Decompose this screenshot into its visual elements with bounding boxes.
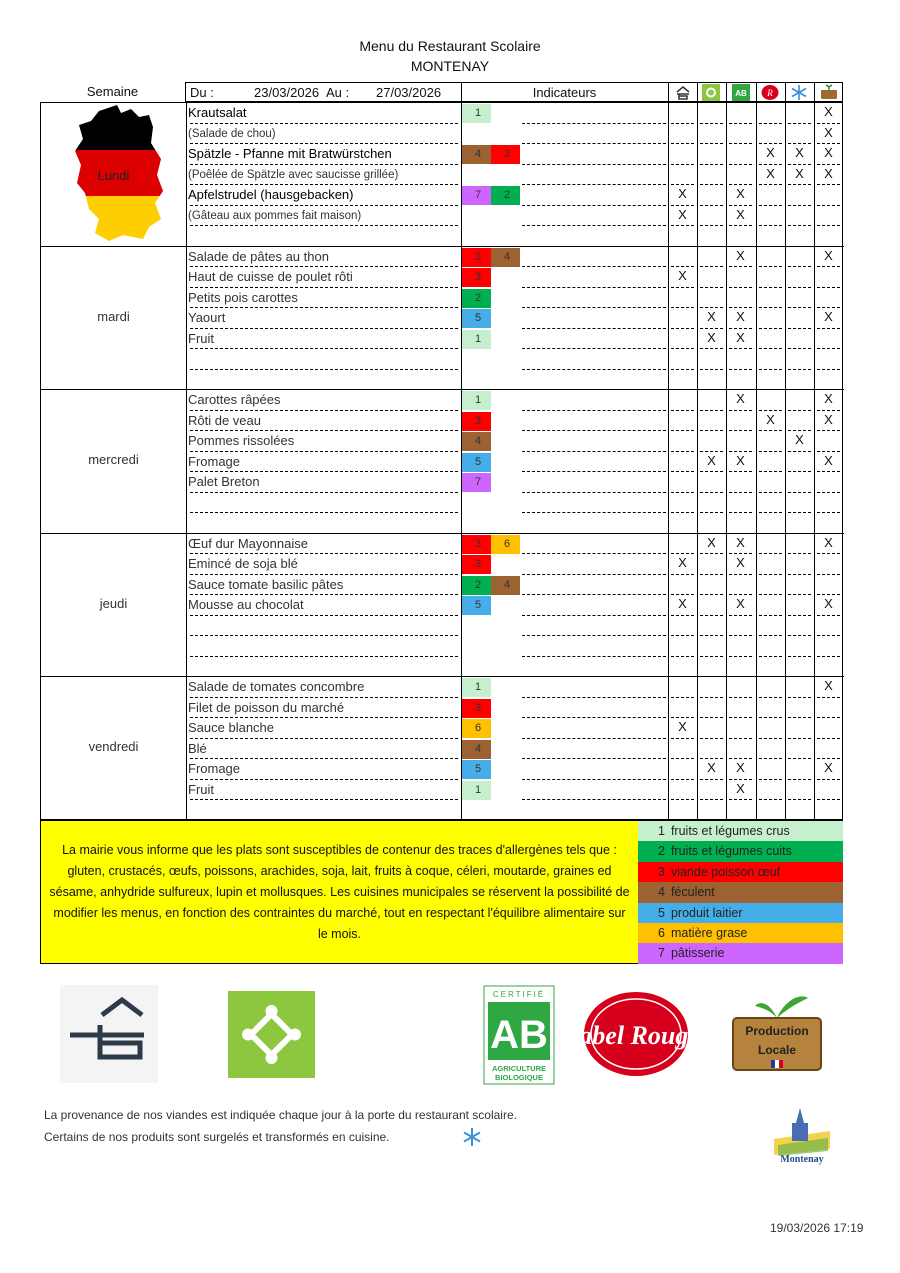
ab-logo xyxy=(484,986,554,1084)
indicator-badge: 5 xyxy=(462,309,491,328)
indicator-badge: 5 xyxy=(462,453,491,472)
label-rouge-text: label Rouge xyxy=(572,1021,700,1050)
ab-top-text: CERTIFIÉ xyxy=(492,990,546,999)
day-cell xyxy=(41,534,186,678)
menu-row xyxy=(186,698,844,719)
town-logo-text: Montenay xyxy=(780,1154,824,1165)
menu-row xyxy=(186,575,844,596)
svg-text:AB: AB xyxy=(735,89,747,98)
svg-text:R: R xyxy=(767,88,773,98)
legend-panel xyxy=(40,820,843,964)
legend-item xyxy=(638,903,843,923)
legend-number: 4 xyxy=(658,885,665,900)
label-mark: X xyxy=(736,452,745,468)
menu-row xyxy=(186,677,844,698)
label-mark: X xyxy=(707,329,716,345)
legend-label: féculent xyxy=(670,885,715,900)
indicator-badge: 3 xyxy=(462,555,491,574)
legend-label: pâtisserie xyxy=(670,946,725,961)
menu-row xyxy=(186,390,844,411)
legend-item xyxy=(638,943,843,963)
label-mark: X xyxy=(736,760,745,775)
ab-icon xyxy=(732,84,750,101)
legend-label: fruits et légumes crus xyxy=(670,824,790,838)
dish-name: Fruit xyxy=(188,330,214,346)
label-mark: X xyxy=(707,534,716,550)
day-label: Lundi xyxy=(97,168,130,183)
label-mark: X xyxy=(824,145,833,160)
label-mark: X xyxy=(824,760,833,775)
menu-row xyxy=(186,267,844,288)
snowflake-icon xyxy=(790,84,808,101)
indicator-badge: 5 xyxy=(462,596,491,615)
dish-name: (Poêlée de Spätzle avec saucisse grillée) xyxy=(188,168,399,181)
ab-mark: AB xyxy=(490,1013,548,1057)
menu-row xyxy=(186,595,844,616)
label-mark: X xyxy=(678,206,687,222)
indicator-badge: 3 xyxy=(462,268,491,287)
town-title: MONTENAY xyxy=(410,58,490,74)
day-cell xyxy=(41,677,186,821)
legend-number: 7 xyxy=(658,946,665,961)
indicator-badge: 7 xyxy=(462,186,491,205)
menu-grid xyxy=(40,102,843,820)
menu-row xyxy=(186,124,844,145)
dish-name: Fromage xyxy=(188,761,241,776)
indicator-badge: 3 xyxy=(462,412,491,431)
indicators-header: Indicateurs xyxy=(532,85,597,100)
to-date: 27/03/2026 xyxy=(376,85,442,100)
legend-label: viande poisson œuf xyxy=(670,864,781,879)
label-mark: X xyxy=(824,596,833,611)
menu-row xyxy=(186,739,844,760)
dish-name: Krautsalat xyxy=(188,105,247,120)
footer-line-2: Certains de nos produits sont surgelés et transformés en cuisine. xyxy=(44,1130,390,1144)
indicator-badge: 1 xyxy=(462,781,491,800)
menu-row xyxy=(186,185,844,206)
label-mark: X xyxy=(766,411,775,427)
menu-row xyxy=(186,472,844,493)
label-mark: X xyxy=(824,104,833,119)
menu-row xyxy=(186,718,844,739)
menu-row xyxy=(186,431,844,452)
indicator-badge: 3 xyxy=(462,535,491,554)
indicator-badge: 1 xyxy=(462,678,491,697)
label-mark: X xyxy=(707,309,716,324)
dish-name: Yaourt xyxy=(188,310,226,325)
day-cell xyxy=(41,103,186,247)
ab-bottom-2: BIOLOGIQUE xyxy=(495,1073,543,1082)
indicator-badge: 3 xyxy=(491,145,520,164)
day-cell xyxy=(41,390,186,534)
legend-label: matière grase xyxy=(670,926,748,940)
label-mark: X xyxy=(707,760,716,775)
dish-name: Filet de poisson du marché xyxy=(188,699,345,715)
dish-name: Pommes rissolées xyxy=(188,433,295,448)
menu-row xyxy=(186,165,844,186)
label-mark: X xyxy=(678,719,687,734)
print-timestamp: 19/03/2026 17:19 xyxy=(770,1221,864,1235)
house-icon xyxy=(674,84,692,101)
menu-row xyxy=(186,411,844,432)
menu-row xyxy=(186,206,844,227)
dish-name: Salade de tomates concombre xyxy=(188,679,365,694)
dish-name: Apfelstrudel (hausgebacken) xyxy=(188,187,354,202)
label-mark: X xyxy=(795,145,804,160)
legend-number: 2 xyxy=(658,844,665,859)
indicator-badge: 4 xyxy=(491,248,520,267)
menu-row xyxy=(186,288,844,309)
label-mark: X xyxy=(736,309,745,324)
production-locale-logo xyxy=(730,988,824,1084)
indicator-badge: 6 xyxy=(491,535,520,554)
label-mark: X xyxy=(795,165,804,181)
label-mark: X xyxy=(736,186,745,201)
label-mark: X xyxy=(736,391,745,406)
date-header xyxy=(185,82,843,102)
label-mark: X xyxy=(736,329,745,345)
day-label: mercredi xyxy=(88,452,139,467)
dish-name: (Salade de chou) xyxy=(188,127,276,140)
label-rouge-logo xyxy=(572,990,700,1078)
indicator-badge: 6 xyxy=(462,719,491,738)
to-label: Au : xyxy=(326,85,350,100)
day-label: mardi xyxy=(97,308,130,324)
label-mark: X xyxy=(824,411,833,427)
label-mark: X xyxy=(766,145,775,160)
prod-locale-line1: Production xyxy=(745,1024,809,1038)
menu-row xyxy=(186,349,844,370)
indicator-badge: 2 xyxy=(462,576,491,595)
menu-title: Menu du Restaurant Scolaire xyxy=(359,38,541,54)
dish-name: Mousse au chocolat xyxy=(188,597,304,612)
prod-locale-line2: Locale xyxy=(757,1043,797,1057)
label-mark: X xyxy=(795,432,804,447)
menu-row xyxy=(186,534,844,555)
menu-row xyxy=(186,554,844,575)
montenay-logo xyxy=(768,1105,836,1165)
dish-name: Fromage xyxy=(188,453,241,469)
legend-item xyxy=(638,862,843,882)
dish-name: Œuf dur Mayonnaise xyxy=(188,535,308,551)
label-mark: X xyxy=(678,596,687,611)
day-label: jeudi xyxy=(99,595,128,611)
indicator-badge: 1 xyxy=(462,330,491,349)
label-mark: X xyxy=(824,678,833,693)
indicator-badge: 4 xyxy=(462,145,491,164)
legend-number: 3 xyxy=(658,864,665,879)
indicator-badge: 1 xyxy=(462,104,491,123)
footer-line-1: La provenance de nos viandes est indiquée chaque jour à la porte du restaurant scolaire. xyxy=(44,1108,517,1122)
label-mark: X xyxy=(736,247,745,263)
legend-label: fruits et légumes cuits xyxy=(670,844,792,859)
label-mark: X xyxy=(678,268,687,283)
indicator-badge: 4 xyxy=(462,740,491,759)
dish-name: Haut de cuisse de poulet rôti xyxy=(188,269,353,284)
menu-row xyxy=(186,144,844,165)
dish-name: Spätzle - Pfanne mit Bratwürstchen xyxy=(188,146,392,161)
production-locale-icon xyxy=(820,84,838,101)
legend-number: 1 xyxy=(658,824,665,838)
indicator-badge: 2 xyxy=(491,186,520,205)
indicator-badge: 3 xyxy=(462,248,491,267)
label-mark: X xyxy=(824,534,833,550)
dish-name: Carottes râpées xyxy=(188,392,281,407)
label-mark: X xyxy=(736,534,745,550)
label-mark: X xyxy=(824,309,833,324)
menu-row xyxy=(186,103,844,124)
dish-name: Emincé de soja blé xyxy=(188,556,298,571)
legend-item xyxy=(638,841,843,861)
legend-item xyxy=(638,821,843,841)
menu-row xyxy=(186,636,844,657)
ab-bottom-1: AGRICULTURE xyxy=(491,1064,547,1073)
people-logo xyxy=(228,991,315,1078)
label-mark: X xyxy=(678,186,687,201)
indicator-badge: 4 xyxy=(491,576,520,595)
indicator-badge: 2 xyxy=(462,289,491,308)
dish-name: Petits pois carottes xyxy=(188,289,298,305)
menu-row xyxy=(186,329,844,350)
menu-row xyxy=(186,616,844,637)
legend-label: produit laitier xyxy=(670,905,743,920)
allergen-notice: La mairie vous informe que les plats sont susceptibles de contenur des traces d'allergènes tels que : gluten, crustacés, œufs, poissons, arachides, soja, lait, fruits à coque, céleri, moutarde, graines ed sésame, anhydride sulfureux, lupin et mollusques. Les cuisines municipales se réservent la possibilité de modifier les menus, en fonction des contraintes du marché, tout en respectant l'équilibre alimentaire sur le mois. xyxy=(41,821,638,963)
label-mark: X xyxy=(766,165,775,181)
label-mark: X xyxy=(736,206,745,222)
legend-number: 5 xyxy=(658,905,665,920)
dish-name: (Gâteau aux pommes fait maison) xyxy=(188,209,362,222)
legend-item xyxy=(638,882,843,902)
label-mark: X xyxy=(824,247,833,263)
label-rouge-icon xyxy=(761,84,779,101)
day-label: vendredi xyxy=(88,739,139,754)
week-label: Semaine xyxy=(86,84,139,99)
label-mark: X xyxy=(824,124,833,140)
label-mark: X xyxy=(736,780,745,796)
indicator-badge: 4 xyxy=(462,432,491,451)
label-mark: X xyxy=(824,391,833,406)
house-logo xyxy=(60,985,158,1083)
label-mark: X xyxy=(707,452,716,468)
label-mark: X xyxy=(824,452,833,468)
indicator-badge: 3 xyxy=(462,699,491,718)
dish-name: Palet Breton xyxy=(188,474,260,489)
dish-name: Sauce tomate basilic pâtes xyxy=(188,576,344,592)
label-mark: X xyxy=(736,555,745,570)
dish-name: Salade de pâtes au thon xyxy=(188,248,329,264)
snowflake-icon xyxy=(462,1127,482,1147)
from-label: Du : xyxy=(190,85,214,100)
indicator-badge: 5 xyxy=(462,760,491,779)
legend-item xyxy=(638,923,843,943)
menu-row xyxy=(186,493,844,514)
indicator-badge: 7 xyxy=(462,473,491,492)
dish-name: Blé xyxy=(188,740,207,756)
legend-number: 6 xyxy=(658,926,665,940)
indicator-badge: 1 xyxy=(462,391,491,410)
menu-row xyxy=(186,759,844,780)
menu-row xyxy=(186,452,844,473)
dish-name: Rôti de veau xyxy=(188,412,261,428)
people-icon xyxy=(702,84,720,101)
menu-row xyxy=(186,780,844,801)
from-date: 23/03/2026 xyxy=(254,85,320,100)
menu-row xyxy=(186,308,844,329)
day-cell xyxy=(41,247,186,391)
label-mark: X xyxy=(824,165,833,181)
dish-name: Fruit xyxy=(188,781,214,797)
dish-name: Sauce blanche xyxy=(188,720,275,735)
label-mark: X xyxy=(736,596,745,611)
menu-row xyxy=(186,247,844,268)
label-mark: X xyxy=(678,555,687,570)
